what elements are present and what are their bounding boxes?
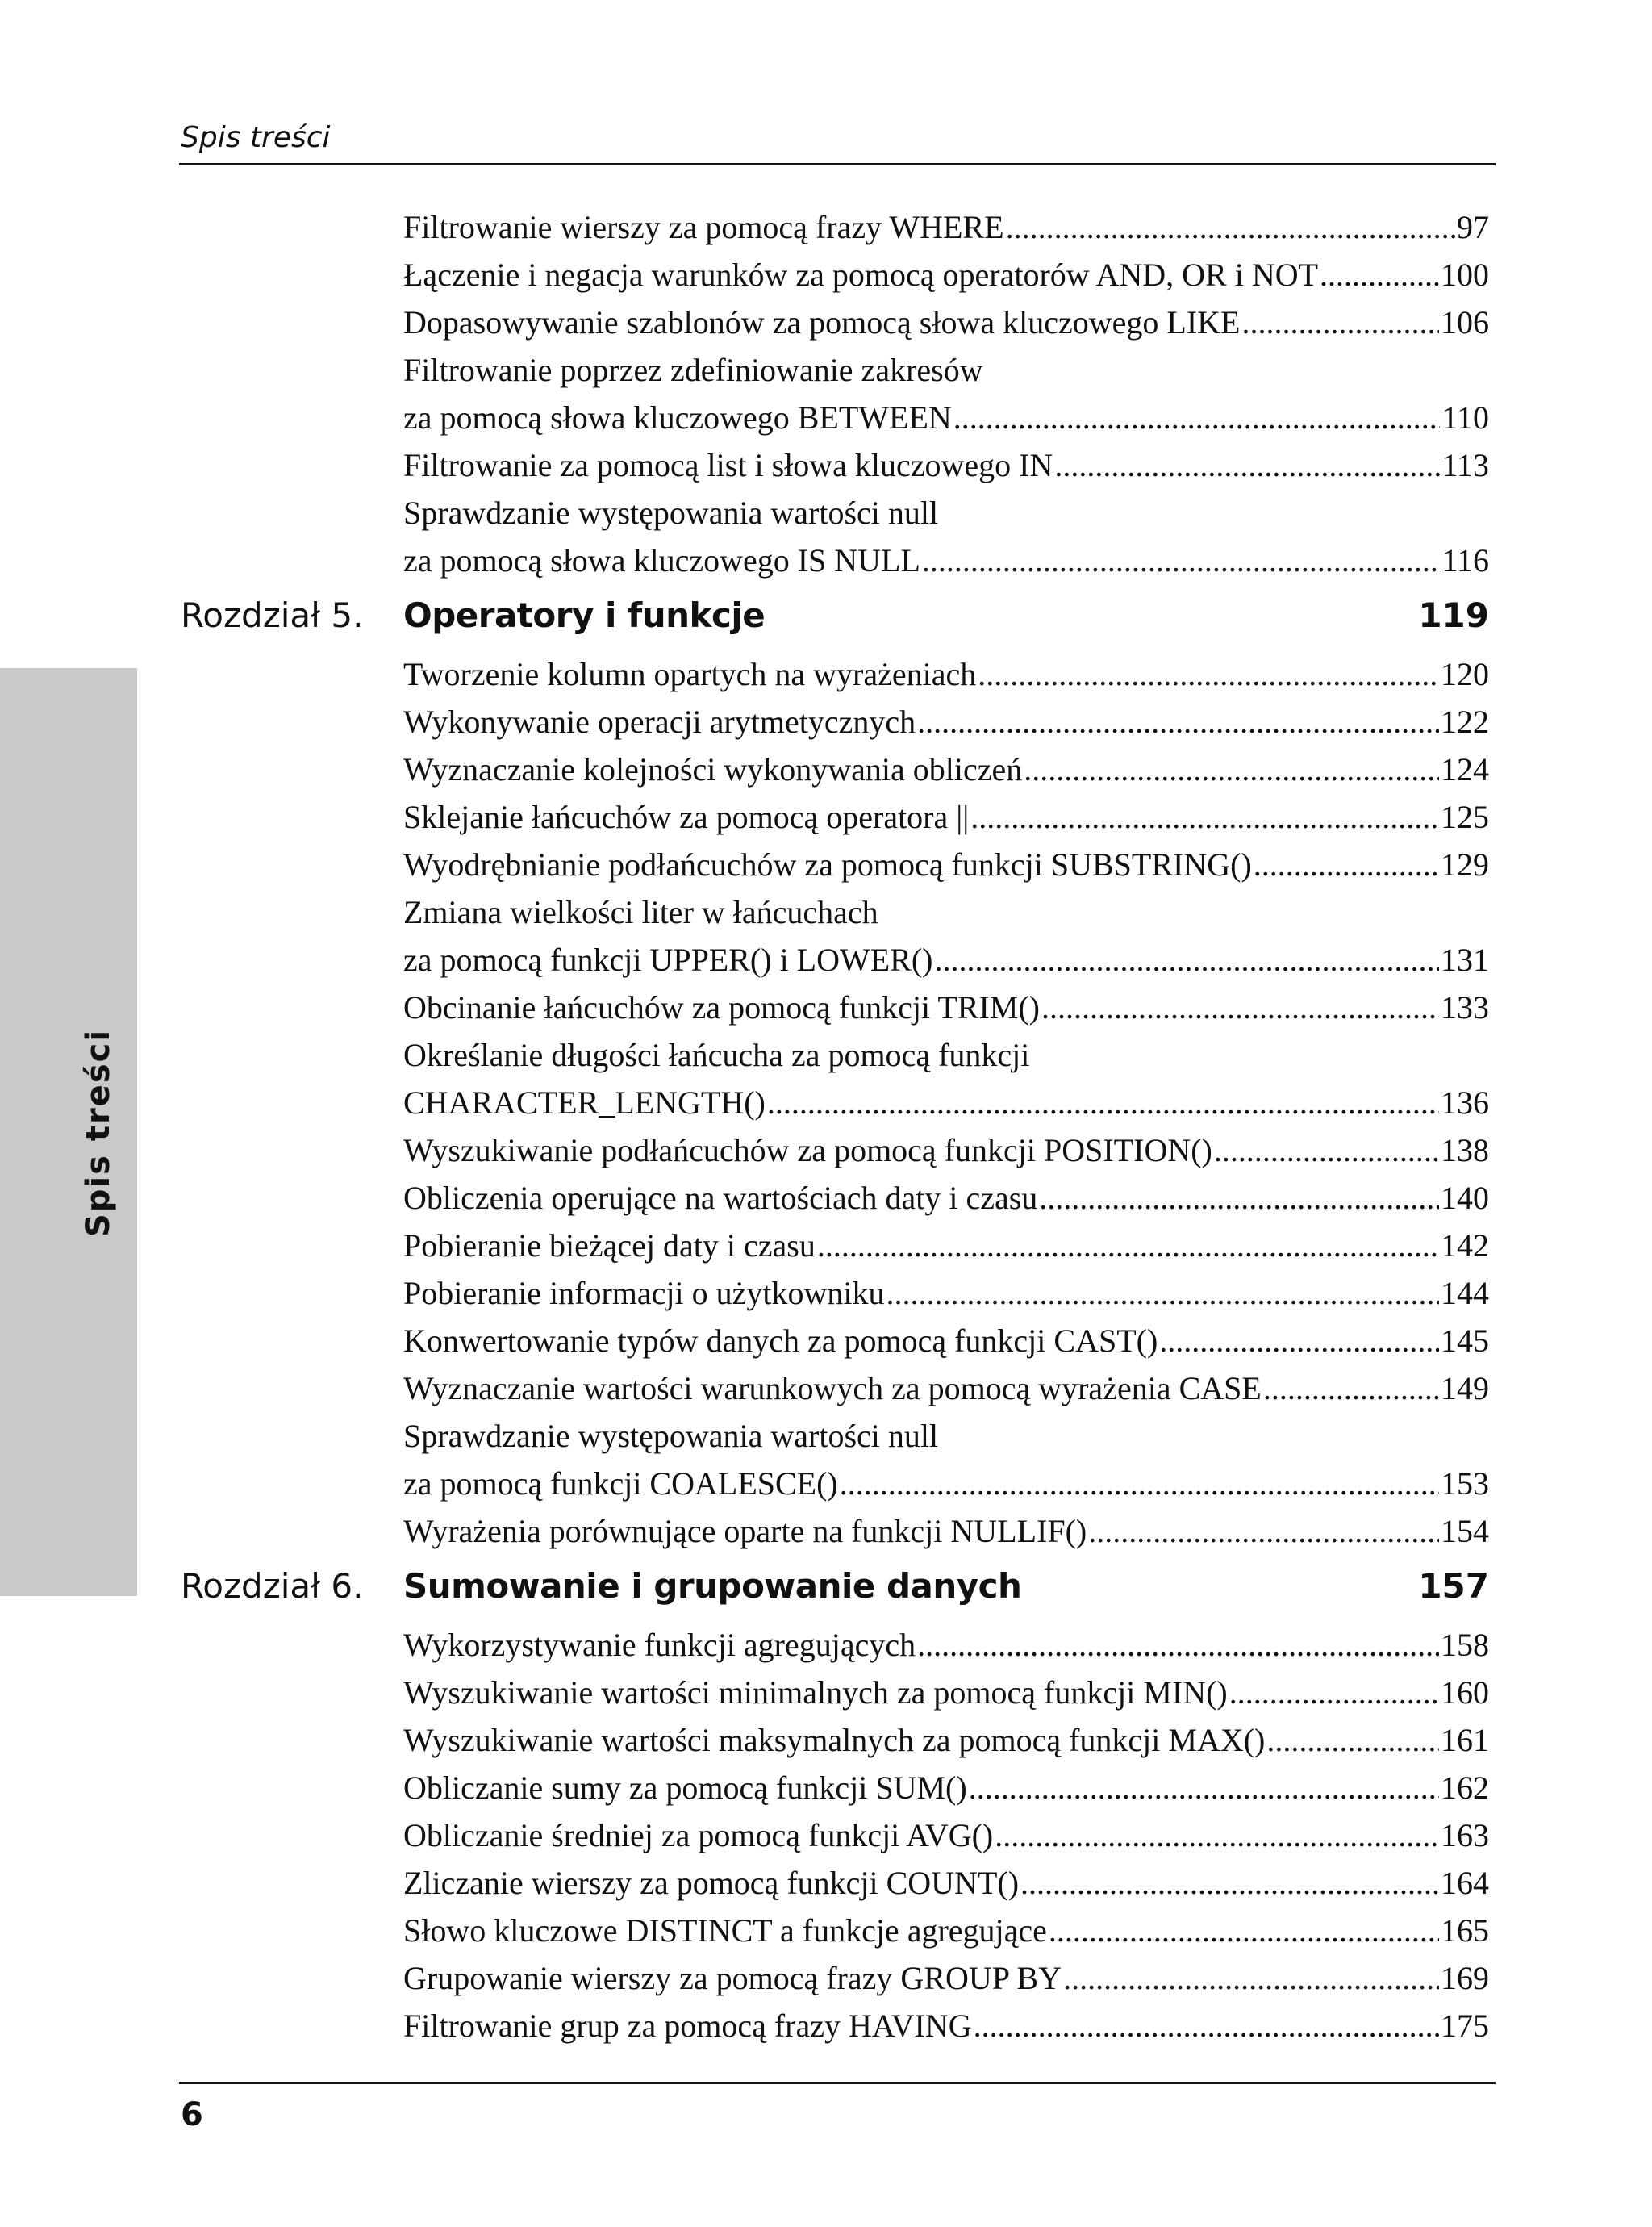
- dot-leader: [767, 1079, 1439, 1126]
- dot-leader: [1088, 1507, 1439, 1555]
- toc-entry: [403, 2002, 1489, 2049]
- dot-leader: [1041, 984, 1439, 1031]
- toc-entry-page: 140: [1441, 1180, 1489, 1216]
- toc-entry-title: Tworzenie kolumn opartych na wyrażeniach: [403, 656, 977, 692]
- table-of-contents: [181, 203, 1489, 2049]
- toc-entry-row: [403, 1460, 1489, 1507]
- toc-entry-page: 124: [1441, 751, 1489, 788]
- dot-leader: [1263, 1364, 1439, 1412]
- dot-leader: [970, 793, 1439, 841]
- toc-entry-title-line1: Filtrowanie poprzez zdefiniowanie zakresów: [403, 352, 983, 388]
- toc-entry-row: [403, 537, 1489, 584]
- toc-entry-row: [403, 1507, 1489, 1555]
- toc-entry-page: 125: [1441, 799, 1489, 835]
- toc-entry-title: Pobieranie bieżącej daty i czasu: [403, 1227, 816, 1264]
- toc-entry-page: 145: [1441, 1322, 1489, 1359]
- dot-leader: [817, 1222, 1439, 1269]
- toc-entry-title: Wyszukiwanie wartości minimalnych za pomocą funkcji MIN(): [403, 1674, 1228, 1711]
- toc-entry-title: Filtrowanie wierszy za pomocą frazy WHERE: [403, 209, 1004, 245]
- toc-entry-row: [403, 650, 1489, 698]
- toc-entry: [403, 1764, 1489, 1811]
- toc-entry-title: Wyodrębnianie podłańcuchów za pomocą funkcji SUBSTRING(): [403, 846, 1252, 883]
- toc-entry: [403, 346, 1489, 441]
- toc-entry-title: Obliczanie średniej za pomocą funkcji AVG(): [403, 1817, 994, 1853]
- toc-entry-row: [403, 203, 1489, 251]
- toc-entry-title: Obcinanie łańcuchów za pomocą funkcji TRIM(): [403, 989, 1040, 1026]
- toc-entry-row: [403, 299, 1489, 346]
- toc-entry-page: 129: [1441, 846, 1489, 883]
- toc-entry-row: [403, 2002, 1489, 2049]
- toc-entry-page: 113: [1441, 447, 1489, 483]
- toc-entry: [403, 1174, 1489, 1222]
- toc-entry-title: Wyznaczanie wartości warunkowych za pomocą wyrażenia CASE: [403, 1370, 1262, 1406]
- toc-entry: [403, 888, 1489, 984]
- toc-entry-row: [403, 984, 1489, 1031]
- toc-entry-page: 164: [1441, 1865, 1489, 1901]
- dot-leader: [1024, 746, 1439, 793]
- toc-entry-title: za pomocą słowa kluczowego IS NULL: [403, 542, 920, 579]
- dot-leader: [953, 394, 1441, 441]
- toc-entry-title: Zliczanie wierszy za pomocą funkcji COUNT(): [403, 1865, 1020, 1901]
- toc-entry: [403, 841, 1489, 888]
- toc-entry: [403, 1031, 1489, 1126]
- toc-entry-title: Konwertowanie typów danych za pomocą funkcji CAST(): [403, 1322, 1158, 1359]
- toc-entry-title: Wyrażenia porównujące oparte na funkcji NULLIF(): [403, 1513, 1087, 1549]
- toc-entry: [403, 1907, 1489, 1954]
- toc-entry-page: 136: [1441, 1084, 1489, 1121]
- dot-leader: [1159, 1317, 1439, 1364]
- toc-entry: [403, 1716, 1489, 1764]
- toc-entry: [403, 1222, 1489, 1269]
- toc-entry-title: Obliczanie sumy za pomocą funkcji SUM(): [403, 1769, 967, 1806]
- toc-entry-title-line1: Sprawdzanie występowania wartości null: [403, 495, 939, 531]
- toc-entry-page: 116: [1441, 542, 1489, 579]
- chapter-heading: [181, 595, 1489, 649]
- toc-entry-row: [403, 1907, 1489, 1954]
- dot-leader: [995, 1811, 1439, 1859]
- toc-entry-title: Sklejanie łańcuchów za pomocą operatora ||: [403, 799, 970, 835]
- toc-entry-row: [403, 698, 1489, 746]
- dot-leader: [1241, 299, 1439, 346]
- toc-entry-row: [403, 1669, 1489, 1716]
- toc-entry-page: 97: [1457, 209, 1489, 245]
- dot-leader: [974, 2002, 1439, 2049]
- footer-rule: [179, 2082, 1496, 2084]
- toc-entry-row: [403, 1954, 1489, 2002]
- toc-entry-title: Filtrowanie za pomocą list i słowa kluczowego IN: [403, 447, 1053, 483]
- toc-entry-title: Łączenie i negacja warunków za pomocą operatorów AND, OR i NOT: [403, 257, 1319, 293]
- toc-entry-title: za pomocą funkcji UPPER() i LOWER(): [403, 942, 933, 978]
- toc-entry: [403, 441, 1489, 489]
- toc-entry-page: 153: [1441, 1465, 1489, 1502]
- toc-entry: [403, 1364, 1489, 1412]
- toc-entry-title-line1: Zmiana wielkości liter w łańcuchach: [403, 894, 878, 930]
- toc-entry-title: Filtrowanie grup za pomocą frazy HAVING: [403, 2008, 972, 2044]
- dot-leader: [1063, 1954, 1439, 2002]
- toc-entry-page: 100: [1441, 257, 1489, 293]
- dot-leader: [886, 1269, 1439, 1317]
- toc-entry-row: [403, 1621, 1489, 1669]
- page-number: 6: [181, 2096, 203, 2133]
- toc-entry-page: 169: [1441, 1960, 1489, 1996]
- toc-entry-page: 138: [1441, 1132, 1489, 1168]
- toc-entry-title-line1: Określanie długości łańcucha za pomocą funkcji: [403, 1037, 1030, 1073]
- toc-entry-title: za pomocą słowa kluczowego BETWEEN: [403, 399, 952, 436]
- toc-entry-row: [403, 1222, 1489, 1269]
- toc-entry: [403, 1507, 1489, 1555]
- toc-entry: [403, 1621, 1489, 1669]
- dot-leader: [1039, 1174, 1439, 1222]
- toc-entry-row: [403, 1126, 1489, 1174]
- toc-entry: [403, 650, 1489, 698]
- toc-entry-page: 160: [1441, 1674, 1489, 1711]
- toc-entry: [403, 1859, 1489, 1907]
- toc-entry-title: Wyszukiwanie podłańcuchów za pomocą funkcji POSITION(): [403, 1132, 1212, 1168]
- toc-entry-title: Obliczenia operujące na wartościach daty i czasu: [403, 1180, 1038, 1216]
- toc-entry: [403, 746, 1489, 793]
- toc-entry: [403, 489, 1489, 584]
- toc-entry-page: 120: [1441, 656, 1489, 692]
- toc-entry-title: Grupowanie wierszy za pomocą frazy GROUP BY: [403, 1960, 1062, 1996]
- toc-entry-title: CHARACTER_LENGTH(): [403, 1084, 766, 1121]
- toc-entry-page: 133: [1441, 989, 1489, 1026]
- toc-entry: [403, 698, 1489, 746]
- dot-leader: [1020, 1859, 1439, 1907]
- toc-entry-row: [403, 936, 1489, 984]
- dot-leader: [917, 698, 1439, 746]
- toc-entry-title: za pomocą funkcji COALESCE(): [403, 1465, 838, 1502]
- toc-entry: [403, 203, 1489, 251]
- chapter-title: Sumowanie i grupowanie danych: [403, 1566, 1022, 1606]
- toc-entry: [403, 1811, 1489, 1859]
- toc-entry-page: 162: [1441, 1769, 1489, 1806]
- toc-entry-row: [403, 441, 1489, 489]
- running-head-title: Spis treści: [181, 121, 331, 154]
- toc-entry-title: Wykorzystywanie funkcji agregujących: [403, 1627, 916, 1663]
- toc-entry-row: [403, 1174, 1489, 1222]
- toc-entry-row: [403, 1716, 1489, 1764]
- toc-entry-page: 142: [1441, 1227, 1489, 1264]
- toc-entry: [403, 299, 1489, 346]
- dot-leader: [1254, 841, 1439, 888]
- toc-entry-title: Słowo kluczowe DISTINCT a funkcje agregujące: [403, 1912, 1047, 1949]
- dot-leader: [840, 1460, 1439, 1507]
- chapter-page: 157: [1418, 1566, 1489, 1606]
- toc-entry-row: [403, 251, 1489, 299]
- toc-entry-page: 161: [1441, 1722, 1489, 1758]
- toc-entry: [403, 251, 1489, 299]
- toc-entry-row: [403, 841, 1489, 888]
- toc-entry-page: 106: [1441, 304, 1489, 341]
- chapter-title: Operatory i funkcje: [403, 595, 766, 635]
- chapter-label: Rozdział 6.: [181, 1566, 364, 1606]
- toc-entry: [403, 793, 1489, 841]
- toc-entry-page: 154: [1441, 1513, 1489, 1549]
- toc-entry: [403, 1954, 1489, 2002]
- toc-entry-row: [403, 1269, 1489, 1317]
- toc-entry-page: 131: [1441, 942, 1489, 978]
- toc-entry: [403, 984, 1489, 1031]
- toc-entry-title: Wyszukiwanie wartości maksymalnych za pomocą funkcji MAX(): [403, 1722, 1266, 1758]
- side-tab-label: Spis treści: [80, 1028, 117, 1238]
- toc-entry-row: [403, 394, 1489, 441]
- toc-entry: [403, 1412, 1489, 1507]
- toc-entry-page: 110: [1441, 399, 1489, 436]
- dot-leader: [1320, 251, 1439, 299]
- dot-leader: [922, 537, 1441, 584]
- chapter-label: Rozdział 5.: [181, 595, 364, 635]
- toc-entry-row: [403, 746, 1489, 793]
- chapter-page: 119: [1418, 595, 1489, 635]
- dot-leader: [1266, 1716, 1439, 1764]
- toc-entry-row: [403, 1859, 1489, 1907]
- toc-entry: [403, 1669, 1489, 1716]
- toc-entry-title: Pobieranie informacji o użytkowniku: [403, 1275, 885, 1311]
- toc-entry-title: Wykonywanie operacji arytmetycznych: [403, 704, 916, 740]
- toc-entry-title-line1: Sprawdzanie występowania wartości null: [403, 1418, 939, 1454]
- header-rule: [179, 163, 1496, 165]
- chapter-heading: [181, 1566, 1489, 1619]
- toc-entry-row: [403, 1811, 1489, 1859]
- toc-entry-title: Wyznaczanie kolejności wykonywania obliczeń: [403, 751, 1023, 788]
- toc-entry-page: 144: [1441, 1275, 1489, 1311]
- dot-leader: [1229, 1669, 1439, 1716]
- dot-leader: [935, 936, 1439, 984]
- toc-entry-row: [403, 1079, 1489, 1126]
- toc-entry-row: [403, 793, 1489, 841]
- dot-leader: [978, 650, 1439, 698]
- toc-entry-row: [403, 1317, 1489, 1364]
- toc-entry-title: Dopasowywanie szablonów za pomocą słowa kluczowego LIKE: [403, 304, 1241, 341]
- dot-leader: [917, 1621, 1439, 1669]
- toc-entry-page: 149: [1441, 1370, 1489, 1406]
- toc-entry: [403, 1317, 1489, 1364]
- dot-leader: [1006, 203, 1455, 251]
- dot-leader: [1054, 441, 1440, 489]
- toc-entry-page: 122: [1441, 704, 1489, 740]
- toc-entry-page: 158: [1441, 1627, 1489, 1663]
- toc-entry: [403, 1269, 1489, 1317]
- toc-entry-page: 175: [1441, 2008, 1489, 2044]
- toc-entry-row: [403, 1364, 1489, 1412]
- toc-entry-page: 163: [1441, 1817, 1489, 1853]
- dot-leader: [1049, 1907, 1439, 1954]
- dot-leader: [969, 1764, 1439, 1811]
- dot-leader: [1214, 1126, 1439, 1174]
- toc-entry-row: [403, 1764, 1489, 1811]
- toc-entry-page: 165: [1441, 1912, 1489, 1949]
- toc-entry: [403, 1126, 1489, 1174]
